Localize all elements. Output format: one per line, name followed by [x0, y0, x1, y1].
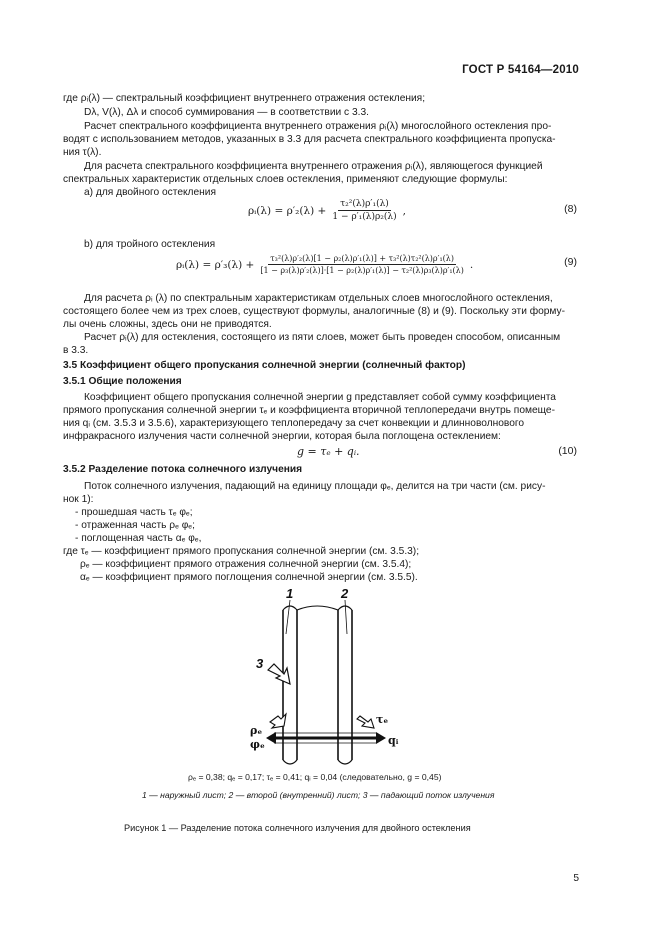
formula-8-tail: , [402, 204, 406, 217]
bullet-item: - поглощенная часть αₑ φₑ, [75, 533, 202, 544]
where-line: где ρᵢ(λ) — спектральный коэффициент внутреннего отражения остекления; [63, 93, 426, 104]
callout-1: 1 [286, 588, 294, 601]
formula-9 [176, 254, 473, 275]
paragraph-line: ния qᵢ (см. 3.5.3 и 3.5.6), характеризующего теплопередачу за счет конвекции и длинноволнового [63, 418, 525, 429]
page-number: 5 [573, 873, 579, 884]
paragraph-line: нок 1): [63, 494, 94, 505]
paragraph-line: в 3.3. [63, 345, 89, 356]
paragraph-line: ния τ(λ). [63, 147, 102, 158]
paragraph-line: Расчет спектрального коэффициента внутреннего отражения ρᵢ(λ) многослойного остекления про- [84, 121, 552, 132]
incident-flux-arrow [268, 664, 290, 684]
label-rho-e: ρₑ [250, 724, 263, 737]
paragraph-line: Поток солнечного излучения, падающий на единицу площади φₑ, делится на три части (см. рису- [84, 481, 546, 492]
definition-item: где τₑ — коэффициент прямого пропускания солнечной энергии (см. 3.5.3); [63, 546, 420, 557]
formula-10-label: (10) [558, 445, 577, 457]
definition-item: ρₑ — коэффициент прямого отражения солнечной энергии (см. 3.5.4); [80, 559, 412, 570]
outer-glass-sheet [283, 606, 297, 764]
formula-8-denominator: 1 − ρ′₁(λ)ρ₂(λ) [332, 212, 397, 222]
bullet-item: - отраженная часть ρₑ φₑ; [75, 520, 195, 531]
figure-values: ρₑ = 0,38; qₑ = 0,17; τₑ = 0,41; qᵢ = 0,04 (следовательно, g = 0,45) [188, 772, 442, 782]
formula-9-fraction [258, 254, 466, 275]
formula-9-denominator: [1 − ρ₃(λ)ρ′₂(λ)]·[1 − ρ₂(λ)ρ′₁(λ)] − τ₂²(λ)ρ₃(λ)ρ′₁(λ) [260, 266, 464, 275]
paragraph-line: лы очень сложны, здесь они не приводятся. [63, 319, 272, 330]
formula-8-lhs: ρᵢ(λ) = ρ′₂(λ) + [248, 204, 327, 217]
definition-item: αₑ — коэффициент прямого поглощения солнечной энергии (см. 3.5.5). [80, 572, 418, 583]
paragraph-line: водят с использованием методов, указанных в 3.3 для расчета спектрального коэффициента пропуска- [63, 134, 556, 145]
section-3-5-2-title: 3.5.2 Разделение потока солнечного излучения [63, 464, 303, 475]
formula-8-label: (8) [564, 203, 577, 215]
left-arrowhead [266, 732, 276, 744]
paragraph-line: Расчет ρᵢ(λ) для остекления, состоящего из пяти слоев, может быть проведен способом, описанным [84, 332, 561, 343]
figure-1-diagram [240, 588, 410, 766]
formula-8-fraction [330, 199, 398, 222]
formula-9-tail: . [469, 258, 474, 271]
reflected-flux-arrow [270, 714, 286, 728]
figure-caption: Рисунок 1 — Разделение потока солнечного излучения для двойного остекления [124, 823, 471, 833]
paragraph-line: спектральных характеристик отдельных слоев остекления, применяют следующие формулы: [63, 174, 508, 185]
inner-glass-sheet [338, 606, 352, 764]
right-arrowhead [376, 732, 386, 744]
formula-8-numerator: τ₂²(λ)ρ′₁(λ) [340, 199, 389, 209]
section-3-5-title: 3.5 Коэффициент общего пропускания солнечной энергии (солнечный фактор) [63, 360, 466, 371]
paragraph-line: Для расчета спектрального коэффициента внутреннего отражения ρᵢ(λ), являющегося функцией [84, 161, 543, 172]
formula-8 [248, 199, 406, 222]
paragraph-line: состоящего более чем из трех слоев, существуют формулы, аналогичные (8) и (9). Поскольку эти форму- [63, 306, 566, 317]
callout-2: 2 [341, 588, 349, 601]
formula-9-label: (9) [564, 256, 577, 268]
paragraph-line: инфракрасного излучения части солнечной энергии, которая была поглощена остеклением: [63, 431, 501, 442]
label-tau-e: τₑ [376, 713, 389, 726]
paragraph-line: Коэффициент общего пропускания солнечной энергии g представляет собой сумму коэффициента [84, 392, 556, 403]
formula-10: g = τₑ + qᵢ. [297, 445, 360, 458]
figure-legend: 1 — наружный лист; 2 — второй (внутренний) лист; 3 — падающий поток излучения [142, 790, 495, 800]
section-3-5-1-title: 3.5.1 Общие положения [63, 376, 182, 387]
paragraph-line: прямого пропускания солнечной энергии τₑ и коэффициента вторичной теплопередачи внутрь помеще- [63, 405, 555, 416]
list-item-b: b) для тройного остекления [84, 239, 216, 250]
list-item-a: а) для двойного остекления [84, 187, 216, 198]
label-q-i: qᵢ [388, 734, 399, 747]
label-phi-e: φₑ [250, 738, 265, 751]
callout-3: 3 [256, 656, 264, 671]
bullet-item: - прошедшая часть τₑ φₑ; [75, 507, 193, 518]
paragraph-line: Для расчета ρᵢ (λ) по спектральным характеристикам отдельных слоев многослойного остекления, [84, 293, 553, 304]
standard-header: ГОСТ Р 54164—2010 [462, 64, 579, 76]
transmitted-flux-arrow [357, 716, 374, 728]
formula-9-numerator: τ₃²(λ)ρ′₂(λ)[1 − ρ₂(λ)ρ′₁(λ)] + τ₃²(λ)τ₂²(λ)ρ′₁(λ) [270, 254, 454, 263]
definitions-line: Dλ, V(λ), Δλ и способ суммирования — в соответствии с 3.3. [84, 107, 369, 118]
formula-9-lhs: ρᵢ(λ) = ρ′₃(λ) + [176, 258, 255, 271]
